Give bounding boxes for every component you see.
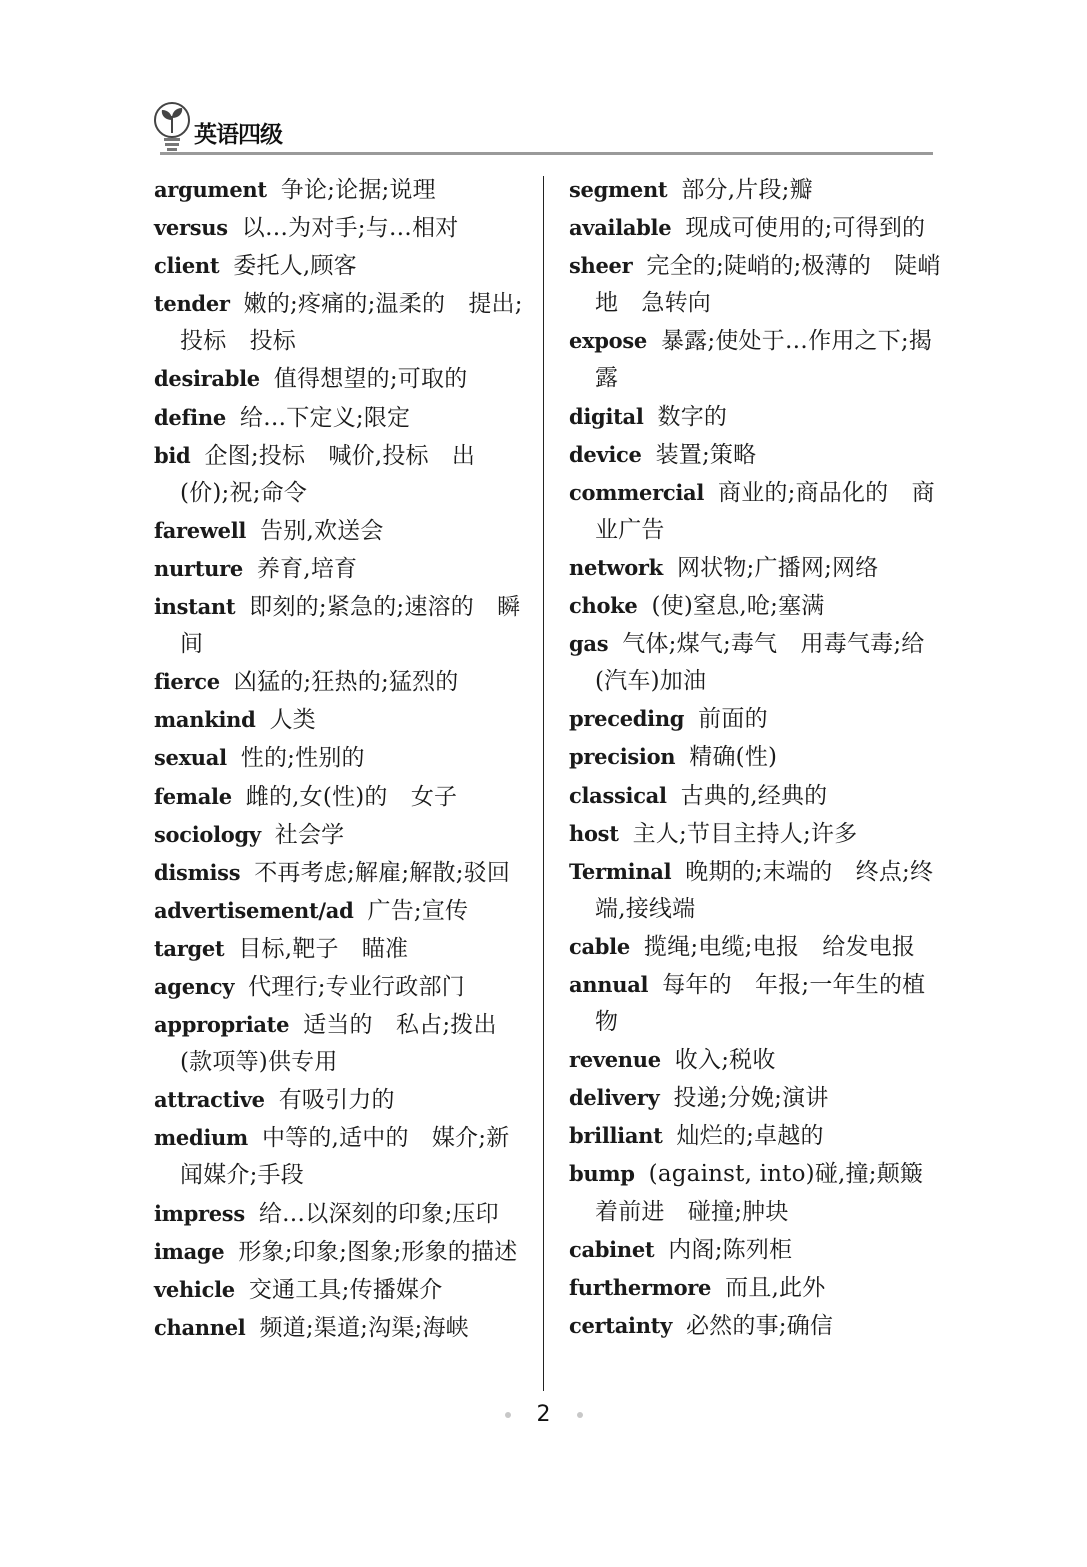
vocab-word: vehicle [154, 1276, 235, 1302]
vocab-definition: 凶猛的;狂热的;猛烈的 [233, 669, 459, 696]
vocab-word: female [154, 783, 232, 809]
vocab-entry [154, 285, 524, 360]
vocab-word: tender [154, 291, 230, 317]
vocab-definition: 晚期的;末端的 终点;终端,接线端 [595, 858, 934, 922]
vocab-entry [154, 1233, 524, 1271]
vocab-word: dismiss [154, 859, 241, 885]
header-rule [160, 152, 933, 155]
vocab-word: attractive [154, 1087, 265, 1113]
vocab-entry [154, 171, 524, 209]
vocab-definition: 数字的 [657, 403, 728, 430]
vocab-word: digital [569, 403, 644, 429]
vocab-word: sheer [569, 253, 633, 279]
vocab-word: impress [154, 1200, 245, 1226]
vocab-definition: 广告;宣传 [367, 897, 469, 924]
page-number: 2 [536, 1402, 551, 1427]
vocab-entry [154, 816, 524, 854]
vocab-definition: 委托人,顾客 [233, 253, 357, 280]
vocab-entry [569, 247, 941, 322]
vocab-entry [569, 398, 941, 436]
vocab-entry [569, 1155, 941, 1230]
vocab-word: image [154, 1238, 225, 1264]
vocab-entry [569, 928, 941, 966]
vocab-entry [154, 550, 524, 588]
vocab-entry [154, 360, 524, 398]
vocab-word: classical [569, 782, 667, 808]
vocab-word: argument [154, 177, 267, 202]
vocab-entry [569, 549, 941, 587]
page-footer [0, 1402, 1087, 1427]
vocab-word: advertisement/ad [154, 897, 354, 923]
vocab-word: appropriate [154, 1012, 290, 1038]
vocab-definition: 商业的;商品化的 商业广告 [595, 479, 935, 543]
vocab-definition: 以…为对手;与…相对 [241, 215, 459, 242]
vocab-entry [154, 663, 524, 701]
vocab-entry [569, 815, 941, 853]
vocab-definition: 交通工具;传播媒介 [248, 1276, 443, 1303]
vocab-entry [154, 1195, 524, 1233]
vocab-definition: 中等的,适中的 媒介;新闻媒介;手段 [180, 1125, 510, 1189]
vocab-definition: 而且,此外 [725, 1274, 826, 1301]
vocab-entry [154, 1081, 524, 1119]
vocab-entry [569, 322, 941, 397]
vocab-definition: 告别,欢送会 [260, 517, 384, 544]
vocab-definition: 精确(性) [689, 744, 778, 771]
vocab-definition: 有吸引力的 [278, 1087, 395, 1114]
vocab-definition: 适当的 私占;拨出(款项等)供专用 [180, 1012, 497, 1076]
vocab-entry [154, 437, 524, 512]
vocab-definition: 嫩的;疼痛的;温柔的 提出;投标 投标 [180, 291, 523, 355]
vocab-entry [569, 777, 941, 815]
vocab-word: sociology [154, 821, 261, 847]
vocab-word: farewell [154, 517, 247, 543]
sprout-bulb-icon [150, 100, 196, 158]
vocab-definition: 形象;印象;图象;形象的描述 [238, 1238, 518, 1265]
vocab-entry [569, 1117, 941, 1155]
vocab-word: cabinet [569, 1236, 655, 1262]
vocab-definition: 网状物;广播网;网络 [676, 554, 879, 581]
vocab-word: agency [154, 973, 235, 999]
vocab-entry [154, 1006, 524, 1081]
vocab-definition: 争论;论据;说理 [280, 177, 436, 203]
vocab-word: sexual [154, 745, 227, 771]
vocab-word: bump [569, 1161, 635, 1187]
vocab-definition: 给…下定义;限定 [239, 404, 411, 431]
vocab-definition: 目标,靶子 瞄准 [238, 935, 409, 962]
vocab-definition: 古典的,经典的 [680, 782, 828, 809]
vocab-word: versus [154, 215, 228, 241]
vocab-entry [154, 1271, 524, 1309]
vocab-word: network [569, 554, 663, 580]
vocab-word: precision [569, 744, 676, 770]
vocab-word: nurture [154, 555, 243, 581]
vocab-word: bid [154, 442, 191, 468]
vocab-definition: 频道;渠道;沟渠;海峡 [259, 1314, 469, 1341]
vocab-entry [569, 1269, 941, 1307]
vocab-entry [569, 966, 941, 1041]
vocab-entry [154, 892, 524, 930]
vocab-definition: 人类 [269, 707, 316, 734]
vocab-word: delivery [569, 1085, 660, 1111]
vocab-definition: 部分,片段;瓣 [681, 177, 813, 203]
vocab-word: segment [569, 177, 668, 202]
vocab-word: available [569, 215, 672, 241]
vocab-word: revenue [569, 1047, 661, 1073]
vocab-definition: 代理行;专业行政部门 [248, 973, 465, 1000]
vocab-entry [154, 701, 524, 739]
vocab-entry [154, 399, 524, 437]
vocab-definition: 社会学 [274, 821, 345, 848]
vocab-word: host [569, 820, 619, 846]
vocab-definition: 养育,培育 [256, 555, 358, 582]
vocab-entry [569, 1307, 941, 1345]
vocab-definition: (使)窒息,呛;塞满 [651, 593, 825, 620]
vocab-definition: 收入;税收 [674, 1047, 776, 1074]
vocab-word: Terminal [569, 858, 672, 884]
footer-dot-icon [505, 1412, 511, 1418]
vocab-definition: 前面的 [698, 706, 768, 733]
vocab-entry [154, 588, 524, 663]
vocab-word: device [569, 441, 642, 467]
vocab-entry [569, 625, 941, 700]
vocab-word: define [154, 404, 226, 430]
vocab-word: channel [154, 1314, 246, 1340]
vocab-entry [569, 171, 941, 209]
vocab-entry [569, 1231, 941, 1269]
vocab-definition: 灿烂的;卓越的 [676, 1123, 824, 1150]
vocab-word: furthermore [569, 1274, 712, 1300]
vocab-word: cable [569, 933, 630, 959]
vocab-entry [154, 1309, 524, 1347]
vocab-entry [154, 1119, 524, 1194]
vocab-entry [154, 209, 524, 247]
vocab-entry [569, 1041, 941, 1079]
vocab-word: fierce [154, 669, 220, 695]
vocab-definition: 现成可使用的;可得到的 [685, 215, 926, 242]
vocab-definition: 给…以深刻的印象;压印 [258, 1200, 499, 1227]
vocab-word: brilliant [569, 1123, 663, 1149]
vocab-entry [569, 738, 941, 776]
vocab-word: commercial [569, 479, 705, 505]
vocab-entry [569, 587, 941, 625]
vocab-word: medium [154, 1125, 248, 1151]
vocab-definition: 完全的;陡峭的;极薄的 陡峭地 急转向 [595, 253, 941, 317]
vocab-entry [569, 700, 941, 738]
vocab-entry [154, 968, 524, 1006]
vocab-definition: 投递;分娩;演讲 [673, 1085, 829, 1112]
column-divider [543, 176, 544, 1391]
left-column [154, 171, 524, 1347]
vocab-word: preceding [569, 706, 685, 732]
vocab-definition: 不再考虑;解雇;解散;驳回 [254, 859, 511, 886]
vocab-word: certainty [569, 1312, 672, 1338]
page-header [150, 100, 935, 158]
vocab-word: target [154, 935, 225, 961]
vocab-entry [569, 436, 941, 474]
vocab-entry [154, 512, 524, 550]
vocab-definition: 必然的事;确信 [685, 1312, 834, 1339]
vocab-definition: 主人;节目主持人;许多 [632, 820, 858, 847]
vocab-entry [569, 209, 941, 247]
vocab-definition: 性的;性别的 [240, 745, 365, 772]
vocab-word: client [154, 253, 220, 279]
vocab-definition: 装置;策略 [655, 441, 757, 468]
vocab-definition: 内阁;陈列柜 [668, 1236, 793, 1263]
vocab-word: instant [154, 594, 236, 620]
book-title: 英语四级 [194, 122, 282, 148]
vocab-definition: 揽绳;电缆;电报 给发电报 [643, 933, 916, 960]
vocab-definition: 企图;投标 喊价,投标 出(价);祝;命令 [180, 442, 476, 506]
right-column [569, 171, 941, 1345]
vocab-definition: (against, into)碰,撞;颠簸着前进 碰撞;肿块 [595, 1161, 924, 1225]
vocab-entry [569, 474, 941, 549]
footer-dot-icon [577, 1412, 583, 1418]
vocab-definition: 雌的,女(性)的 女子 [245, 783, 458, 810]
vocab-word: gas [569, 631, 609, 657]
vocab-word: expose [569, 328, 647, 354]
vocab-definition: 每年的 年报;一年生的植物 [595, 971, 926, 1036]
vocab-word: mankind [154, 707, 256, 733]
vocab-entry [569, 853, 941, 928]
vocab-entry [154, 930, 524, 968]
vocab-entry [154, 778, 524, 816]
vocab-entry [569, 1079, 941, 1117]
vocab-definition: 即刻的;紧急的;速溶的 瞬间 [180, 594, 521, 658]
vocab-definition: 暴露;使处于…作用之下;揭露 [595, 328, 933, 392]
vocab-word: desirable [154, 366, 260, 392]
vocab-word: choke [569, 593, 638, 619]
vocab-entry [154, 247, 524, 285]
vocab-word: annual [569, 971, 649, 997]
vocab-entry [154, 854, 524, 892]
vocab-definition: 气体;煤气;毒气 用毒气毒;给(汽车)加油 [595, 631, 925, 695]
vocab-definition: 值得想望的;可取的 [273, 366, 468, 393]
vocab-entry [154, 739, 524, 777]
